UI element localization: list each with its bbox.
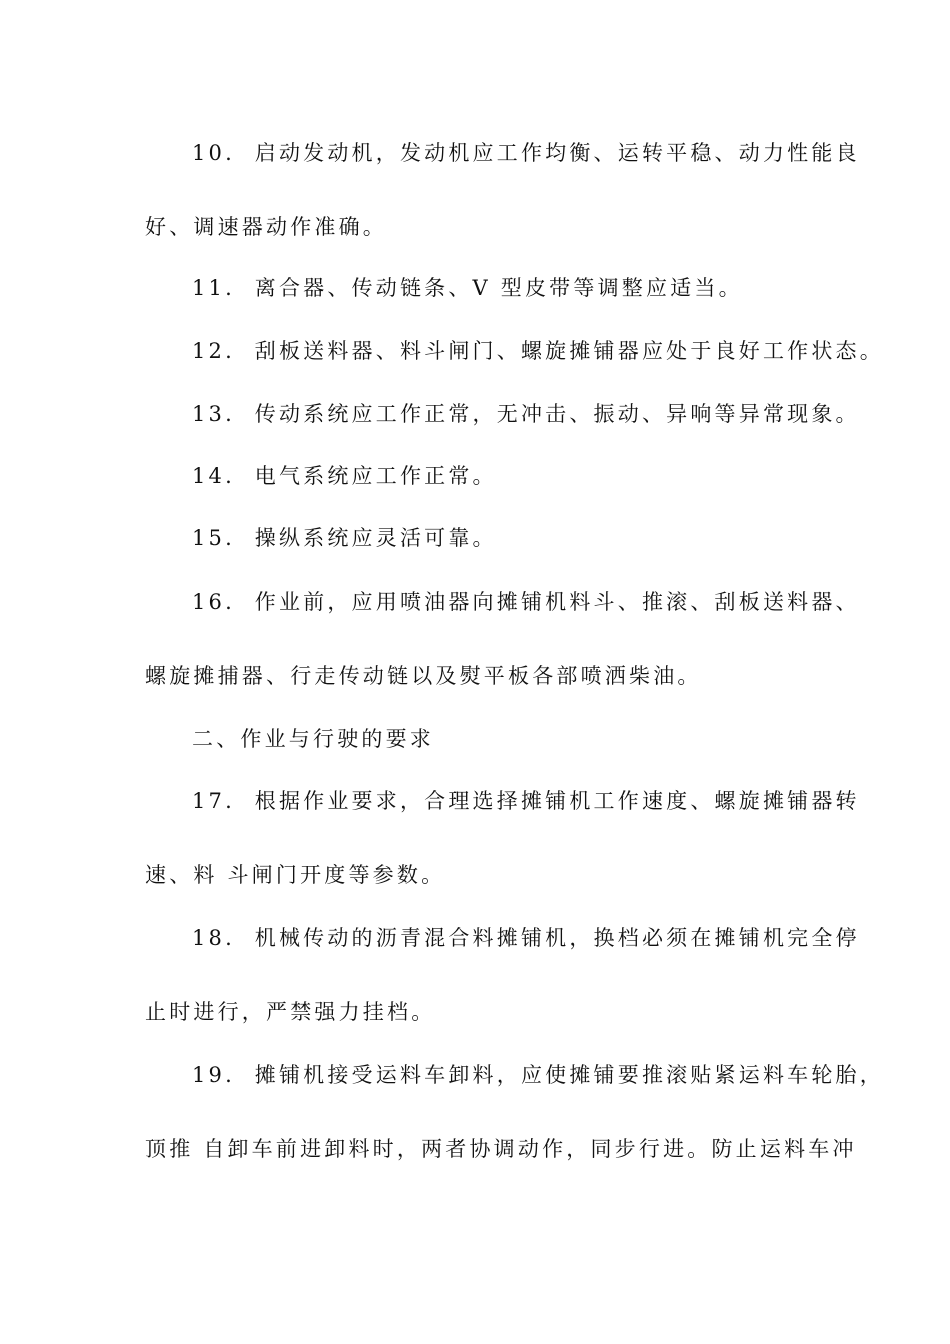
item-11: 11. 离合器、传动链条、V 型皮带等调整应适当。 [192, 276, 743, 300]
item-18-line-1: 18. 机械传动的沥青混合料摊铺机，换档必须在摊铺机完全停 [192, 926, 860, 950]
item-10-line-2: 好、调速器动作准确。 [145, 215, 387, 239]
item-17-line-2: 速、料 斗闸门开度等参数。 [145, 863, 446, 887]
item-17-line-1: 17. 根据作业要求，合理选择摊铺机工作速度、螺旋摊铺器转 [192, 789, 860, 813]
item-15: 15. 操纵系统应灵活可靠。 [192, 526, 497, 550]
section-heading: 二、作业与行驶的要求 [192, 727, 434, 751]
item-18-line-2: 止时进行，严禁强力挂档。 [145, 1000, 436, 1024]
item-14: 14. 电气系统应工作正常。 [192, 464, 497, 488]
item-16-line-2: 螺旋摊捕器、行走传动链以及熨平板各部喷洒柴油。 [145, 664, 702, 688]
item-19-line-1: 19. 摊铺机接受运料车卸料，应使摊铺要推滚贴紧运料车轮胎， [192, 1063, 884, 1087]
item-12: 12. 刮板送料器、料斗闸门、螺旋摊铺器应处于良好工作状态。 [192, 339, 884, 363]
item-10-line-1: 10. 启动发动机，发动机应工作均衡、运转平稳、动力性能良 [192, 141, 860, 165]
item-19-line-2: 顶推 自卸车前进卸料时，两者协调动作，同步行进。防止运料车冲 [145, 1137, 857, 1161]
item-13: 13. 传动系统应工作正常，无冲击、振动、异响等异常现象。 [192, 402, 860, 426]
item-16-line-1: 16. 作业前，应用喷油器向摊铺机料斗、推滚、刮板送料器、 [192, 590, 860, 614]
